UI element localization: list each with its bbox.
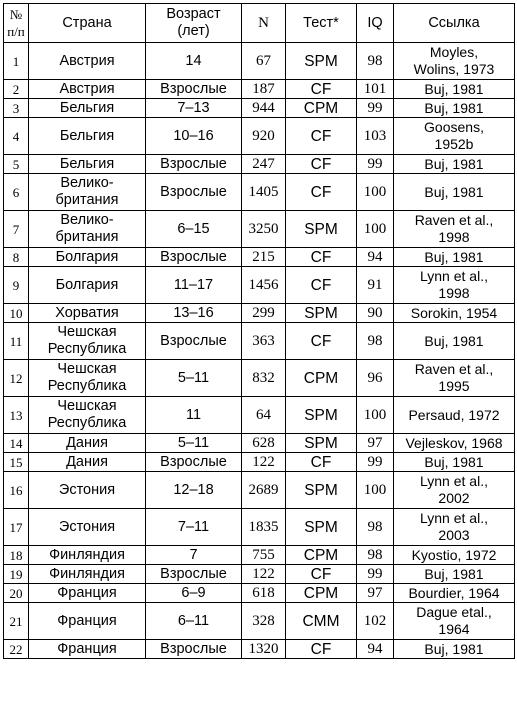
iq-cell: 94 [357,248,394,267]
age-text: Взрослые [160,248,227,265]
header-text: п/п [7,24,25,39]
country-text: Эстония [58,481,116,498]
age-text: Взрослые [160,453,227,470]
table-row [4,360,515,397]
header-text: Тест* [303,14,339,31]
country-cell [29,174,146,211]
row-number-cell: 22 [4,640,29,659]
test-cell: CPM [286,546,357,565]
test-cell: CF [286,640,357,659]
age-cell [146,472,242,509]
header-row-number [4,4,29,43]
test-cell: CMM [286,603,357,640]
age-text: 7–13 [177,99,210,116]
row-number-cell: 11 [4,323,29,360]
country-cell [29,640,146,659]
age-text: 10–16 [173,127,214,144]
age-cell [146,99,242,118]
country-text: Велико- [60,175,114,191]
header-text: N [258,14,269,31]
country-text: Республика [47,415,127,431]
age-text: 5–11 [177,434,210,451]
reference-cell [394,118,515,155]
header-test [286,4,357,43]
test-cell: CF [286,174,357,211]
country-text: Эстония [58,518,116,535]
reference-text: Sorokin, 1954 [410,304,498,321]
sample-size-cell: 3250 [242,211,286,248]
header-country [29,4,146,43]
country-cell [29,453,146,472]
sample-size-cell: 832 [242,360,286,397]
reference-text: 2003 [438,527,470,543]
country-text: Бельгия [59,99,115,116]
country-text: Франция [57,584,117,601]
reference-text: Buj, 1981 [424,80,484,97]
row-number-cell: 1 [4,43,29,80]
iq-cell: 103 [357,118,394,155]
reference-text: Raven et al., [414,212,494,228]
reference-cell [394,565,515,584]
country-cell [29,80,146,99]
sample-size-cell: 1320 [242,640,286,659]
age-cell [146,434,242,453]
country-text: Бельгия [59,127,115,144]
country-cell [29,99,146,118]
age-cell [146,603,242,640]
reference-text: 1998 [438,285,470,301]
age-cell [146,118,242,155]
table-row [4,267,515,304]
reference-cell [394,211,515,248]
row-number-cell: 17 [4,509,29,546]
country-cell [29,397,146,434]
reference-cell [394,43,515,80]
iq-cell: 99 [357,155,394,174]
country-cell [29,323,146,360]
iq-cell: 90 [357,304,394,323]
country-text: британия [55,229,119,245]
reference-text: Persaud, 1972 [408,406,500,423]
reference-cell [394,546,515,565]
age-cell [146,323,242,360]
row-number-cell: 4 [4,118,29,155]
header-age [146,4,242,43]
test-cell: CF [286,453,357,472]
country-text: Болгария [55,276,119,293]
table-row [4,118,515,155]
age-cell [146,453,242,472]
reference-cell [394,434,515,453]
age-text: Взрослые [160,565,227,582]
table-row [4,211,515,248]
table-row [4,509,515,546]
country-text: Чешская [57,361,117,377]
header-row [4,4,515,43]
sample-size-cell: 628 [242,434,286,453]
table-row [4,304,515,323]
reference-cell [394,304,515,323]
row-number-cell: 20 [4,584,29,603]
table-row [4,99,515,118]
table-row [4,453,515,472]
test-cell: CF [286,248,357,267]
age-text: 11 [185,406,202,423]
reference-cell [394,509,515,546]
iq-cell: 101 [357,80,394,99]
test-cell: CF [286,155,357,174]
test-cell: CPM [286,584,357,603]
table-row [4,80,515,99]
country-cell [29,360,146,397]
country-text: Велико- [60,212,114,228]
age-text: 5–11 [177,369,210,386]
header-text: (лет) [177,23,210,39]
sample-size-cell: 1405 [242,174,286,211]
table-row [4,565,515,584]
table-row [4,323,515,360]
reference-text: Dague etal., [416,604,492,620]
country-text: Австрия [59,52,115,69]
table-row [4,43,515,80]
header-text: Возраст [166,6,221,22]
reference-text: Goosens, [424,119,484,135]
iq-cell: 98 [357,546,394,565]
country-text: Дания [66,434,108,451]
country-text: Финляндия [49,565,125,582]
country-cell [29,267,146,304]
reference-cell [394,603,515,640]
country-cell [29,248,146,267]
test-cell: CF [286,323,357,360]
reference-text: 1998 [438,229,470,245]
age-text: 6–9 [181,584,206,601]
reference-cell [394,640,515,659]
country-text: Чешская [57,398,117,414]
age-cell [146,304,242,323]
test-cell: SPM [286,304,357,323]
country-cell [29,118,146,155]
reference-text: Buj, 1981 [424,332,484,349]
reference-text: Buj, 1981 [424,565,484,582]
header-iq [357,4,394,43]
age-cell [146,267,242,304]
iq-cell: 100 [357,174,394,211]
age-text: 6–15 [177,220,210,237]
reference-text: 1964 [438,621,470,637]
iq-cell: 99 [357,453,394,472]
reference-cell [394,360,515,397]
iq-cell: 100 [357,211,394,248]
country-text: Финляндия [49,546,125,563]
iq-cell: 91 [357,267,394,304]
reference-cell [394,323,515,360]
row-number-cell: 18 [4,546,29,565]
reference-text: Lynn et al., [420,473,488,489]
reference-text: Buj, 1981 [424,183,484,200]
header-text: № [9,7,23,22]
country-text: Франция [57,640,117,657]
iq-cell: 102 [357,603,394,640]
age-text: 7 [189,546,198,563]
iq-cell: 94 [357,640,394,659]
reference-cell [394,397,515,434]
table-body [4,43,515,659]
row-number-cell: 7 [4,211,29,248]
reference-cell [394,472,515,509]
age-text: 6–11 [177,612,210,629]
sample-size-cell: 755 [242,546,286,565]
age-text: Взрослые [160,332,227,349]
test-cell: SPM [286,472,357,509]
row-number-cell: 5 [4,155,29,174]
reference-cell [394,267,515,304]
sample-size-cell: 1456 [242,267,286,304]
reference-text: Vejleskov, 1968 [405,434,503,451]
reference-text: Buj, 1981 [424,248,484,265]
test-cell: SPM [286,43,357,80]
header-reference [394,4,515,43]
sample-size-cell: 618 [242,584,286,603]
test-cell: CPM [286,99,357,118]
row-number-cell: 21 [4,603,29,640]
test-cell: SPM [286,211,357,248]
iq-cell: 97 [357,434,394,453]
age-text: Взрослые [160,80,227,97]
age-text: 12–18 [173,481,214,498]
row-number-cell: 14 [4,434,29,453]
iq-cell: 100 [357,472,394,509]
age-cell [146,509,242,546]
table-row [4,603,515,640]
age-text: 11–17 [173,276,214,293]
sample-size-cell: 215 [242,248,286,267]
reference-text: Buj, 1981 [424,453,484,470]
row-number-cell: 2 [4,80,29,99]
age-cell [146,360,242,397]
reference-text: Buj, 1981 [424,99,484,116]
country-text: Бельгия [59,155,115,172]
sample-size-cell: 64 [242,397,286,434]
reference-text: Moyles, [429,44,479,60]
country-cell [29,603,146,640]
age-cell [146,565,242,584]
reference-text: Buj, 1981 [424,155,484,172]
test-cell: CF [286,118,357,155]
test-cell: SPM [286,509,357,546]
age-cell [146,211,242,248]
iq-cell: 98 [357,323,394,360]
country-text: Республика [47,378,127,394]
age-text: 14 [185,52,202,69]
test-cell: CF [286,80,357,99]
reference-text: 2002 [438,490,470,506]
sample-size-cell: 187 [242,80,286,99]
country-cell [29,509,146,546]
sample-size-cell: 122 [242,453,286,472]
age-cell [146,174,242,211]
row-number-cell: 8 [4,248,29,267]
age-cell [146,397,242,434]
row-number-cell: 10 [4,304,29,323]
header-text: Ссылка [428,14,480,31]
test-cell: CF [286,267,357,304]
table-row [4,434,515,453]
test-cell: SPM [286,434,357,453]
sample-size-cell: 1835 [242,509,286,546]
row-number-cell: 13 [4,397,29,434]
country-cell [29,565,146,584]
iq-cell: 99 [357,565,394,584]
table-row [4,472,515,509]
reference-cell [394,248,515,267]
table-row [4,584,515,603]
row-number-cell: 6 [4,174,29,211]
reference-text: 1995 [438,378,470,394]
age-text: 13–16 [173,304,214,321]
country-text: британия [55,192,119,208]
country-cell [29,304,146,323]
iq-cell: 96 [357,360,394,397]
reference-cell [394,174,515,211]
header-text: IQ [367,14,383,31]
sample-size-cell: 920 [242,118,286,155]
row-number-cell: 3 [4,99,29,118]
reference-cell [394,584,515,603]
age-text: Взрослые [160,640,227,657]
country-cell [29,434,146,453]
country-text: Республика [47,341,127,357]
table-row [4,397,515,434]
reference-text: Bourdier, 1964 [408,584,500,601]
reference-cell [394,155,515,174]
country-text: Дания [66,453,108,470]
iq-cell: 98 [357,509,394,546]
sample-size-cell: 2689 [242,472,286,509]
reference-text: Raven et al., [414,361,494,377]
sample-size-cell: 363 [242,323,286,360]
country-cell [29,546,146,565]
header-sample-size [242,4,286,43]
table-header [4,4,515,43]
reference-text: Buj, 1981 [424,640,484,657]
test-cell: SPM [286,397,357,434]
country-cell [29,43,146,80]
reference-cell [394,453,515,472]
country-cell [29,584,146,603]
reference-text: Kyostio, 1972 [411,546,497,563]
reference-text: Wolins, 1973 [413,61,495,77]
age-cell [146,546,242,565]
country-text: Австрия [59,80,115,97]
table-row [4,155,515,174]
age-cell [146,248,242,267]
row-number-cell: 9 [4,267,29,304]
sample-size-cell: 299 [242,304,286,323]
sample-size-cell: 67 [242,43,286,80]
iq-cell: 97 [357,584,394,603]
reference-text: 1952b [434,136,474,152]
age-cell [146,584,242,603]
country-cell [29,472,146,509]
row-number-cell: 15 [4,453,29,472]
iq-data-table [3,3,515,659]
age-cell [146,640,242,659]
reference-cell [394,99,515,118]
country-text: Франция [57,612,117,629]
table-row [4,248,515,267]
iq-cell: 98 [357,43,394,80]
header-text: Страна [62,14,112,31]
age-cell [146,80,242,99]
row-number-cell: 12 [4,360,29,397]
country-cell [29,155,146,174]
reference-text: Lynn et al., [420,268,488,284]
country-cell [29,211,146,248]
age-text: Взрослые [160,155,227,172]
age-cell [146,43,242,80]
row-number-cell: 16 [4,472,29,509]
sample-size-cell: 247 [242,155,286,174]
table-row [4,546,515,565]
country-text: Хорватия [55,304,119,321]
table-row [4,640,515,659]
iq-cell: 99 [357,99,394,118]
country-text: Болгария [55,248,119,265]
test-cell: CPM [286,360,357,397]
country-text: Чешская [57,324,117,340]
sample-size-cell: 944 [242,99,286,118]
test-cell: CF [286,565,357,584]
sample-size-cell: 122 [242,565,286,584]
age-text: 7–11 [177,518,210,535]
table-row [4,174,515,211]
sample-size-cell: 328 [242,603,286,640]
reference-cell [394,80,515,99]
reference-text: Lynn et al., [420,510,488,526]
age-text: Взрослые [160,183,227,200]
age-cell [146,155,242,174]
iq-cell: 100 [357,397,394,434]
row-number-cell: 19 [4,565,29,584]
